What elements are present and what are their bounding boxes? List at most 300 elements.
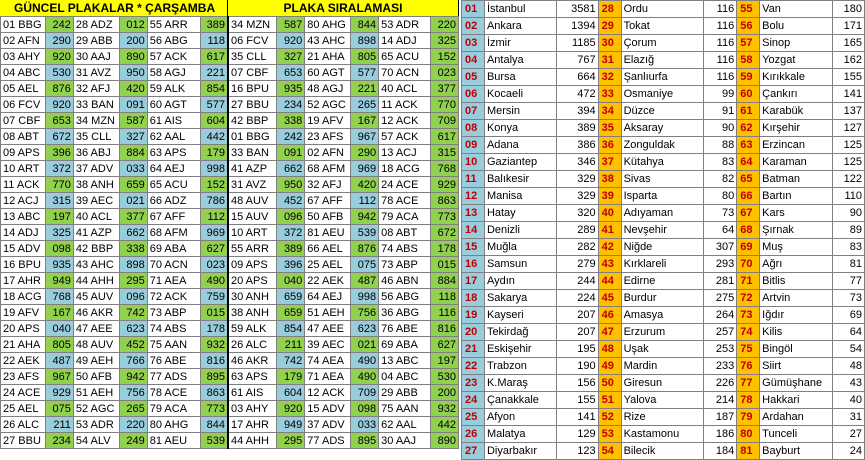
plate-row (1, 177, 459, 193)
city-name-cell: Kars (760, 205, 833, 222)
plate-code-cell: 04 ABC (379, 369, 431, 385)
city-name-cell: Karaman (760, 154, 833, 171)
city-count-cell: 73 (833, 290, 865, 307)
city-count-cell: 125 (833, 154, 865, 171)
city-code-cell: 26 (462, 426, 485, 443)
plate-number-cell: 033 (351, 417, 379, 433)
plate-number-cell: 040 (277, 273, 305, 289)
city-name-cell: Çorum (621, 35, 704, 52)
plate-number-cell: 876 (45, 81, 73, 97)
city-name-cell: Sivas (621, 171, 704, 188)
plate-code-cell: 60 AGT (147, 97, 200, 113)
city-count-cell: 141 (556, 409, 598, 426)
plate-code-cell: 13 ACJ (379, 145, 431, 161)
city-code-cell: 27 (462, 443, 485, 460)
plate-number-cell: 396 (45, 145, 73, 161)
plate-code-cell: 59 ALK (228, 321, 277, 337)
city-count-cell: 165 (833, 35, 865, 52)
city-row (462, 341, 865, 358)
plate-number-cell: 372 (277, 225, 305, 241)
city-count-cell: 253 (704, 341, 737, 358)
city-code-cell: 06 (462, 86, 485, 103)
city-count-cell: 281 (704, 273, 737, 290)
plate-code-cell: 74 ABS (379, 241, 431, 257)
city-name-cell: Ağrı (760, 256, 833, 273)
plate-row (1, 129, 459, 145)
plate-number-cell: 950 (277, 177, 305, 193)
plate-number-cell: 487 (45, 353, 73, 369)
plate-number-cell: 325 (431, 33, 459, 49)
city-code-cell: 15 (462, 239, 485, 256)
city-row (462, 137, 865, 154)
plate-number-cell: 530 (431, 369, 459, 385)
plate-row (1, 401, 459, 417)
plate-row (1, 433, 459, 449)
city-count-cell: 233 (704, 358, 737, 375)
plate-code-cell: 06 FCV (1, 97, 46, 113)
city-count-cell: 91 (704, 103, 737, 120)
plate-number-cell: 295 (119, 273, 147, 289)
plate-code-cell: 69 ABA (147, 241, 200, 257)
plate-number-cell: 627 (431, 337, 459, 353)
city-count-cell: 99 (704, 86, 737, 103)
city-code-cell: 42 (598, 239, 621, 256)
city-code-cell: 34 (598, 103, 621, 120)
city-name-cell: Bolu (760, 18, 833, 35)
plate-number-cell: 221 (351, 81, 379, 97)
city-name-cell: Ardahan (760, 409, 833, 426)
city-name-cell: Rize (621, 409, 704, 426)
plate-number-cell: 949 (45, 273, 73, 289)
city-name-cell: Osmaniye (621, 86, 704, 103)
plate-code-cell: 15 ADV (305, 401, 351, 417)
plate-number-cell: 075 (351, 257, 379, 273)
city-name-cell: Bursa (484, 69, 556, 86)
city-row (462, 324, 865, 341)
plate-number-cell: 152 (431, 49, 459, 65)
plate-number-cell: 773 (431, 209, 459, 225)
plate-code-cell: 52 AGC (73, 401, 119, 417)
city-count-cell: 767 (556, 52, 598, 69)
plate-code-cell: 71 AEA (147, 273, 200, 289)
city-code-cell: 52 (598, 409, 621, 426)
city-name-cell: Tunceli (760, 426, 833, 443)
city-code-cell: 36 (598, 137, 621, 154)
plate-number-cell: 442 (431, 417, 459, 433)
plate-code-cell: 31 AVZ (73, 65, 119, 81)
plate-code-cell: 13 ABC (379, 353, 431, 369)
plate-number-cell: 805 (45, 337, 73, 353)
city-name-cell: Zonguldak (621, 137, 704, 154)
city-name-cell: Nevşehir (621, 222, 704, 239)
plate-number-cell: 863 (431, 193, 459, 209)
plate-code-cell: 65 ACU (379, 49, 431, 65)
city-count-cell: 329 (556, 171, 598, 188)
city-code-cell: 33 (598, 86, 621, 103)
plate-number-cell: 234 (277, 97, 305, 113)
city-count-cell: 394 (556, 103, 598, 120)
city-name-cell: Siirt (760, 358, 833, 375)
city-row (462, 18, 865, 35)
plate-code-cell: 47 AEE (305, 321, 351, 337)
plate-code-cell: 32 AFJ (73, 81, 119, 97)
city-count-cell: 275 (704, 290, 737, 307)
city-count-cell: 48 (833, 358, 865, 375)
city-count-cell: 386 (556, 137, 598, 154)
city-count-cell: 77 (833, 273, 865, 290)
plate-number-cell: 773 (200, 401, 228, 417)
city-code-cell: 21 (462, 341, 485, 358)
plate-code-cell: 01 BBG (228, 129, 277, 145)
city-count-cell: 116 (704, 69, 737, 86)
plate-code-cell: 38 ANH (228, 305, 277, 321)
plate-number-cell: 530 (45, 65, 73, 81)
plate-number-cell: 653 (45, 113, 73, 129)
plate-code-cell: 31 AVZ (228, 177, 277, 193)
plate-code-cell: 08 ABT (1, 129, 46, 145)
city-name-cell: Denizli (484, 222, 556, 239)
plate-number-cell: 234 (45, 433, 73, 449)
city-row (462, 120, 865, 137)
city-count-cell: 83 (704, 154, 737, 171)
city-code-cell: 18 (462, 290, 485, 307)
plate-code-cell: 23 AFS (1, 369, 46, 385)
plate-number-cell: 167 (351, 113, 379, 129)
city-count-cell: 664 (556, 69, 598, 86)
plate-number-cell: 377 (431, 81, 459, 97)
city-code-cell: 67 (737, 205, 760, 222)
city-name-cell: İzmir (484, 35, 556, 52)
plate-code-cell: 61 AIS (147, 113, 200, 129)
plate-code-cell: 51 AEH (305, 305, 351, 321)
plate-number-cell: 935 (277, 81, 305, 97)
plate-code-cell: 16 BPU (228, 81, 277, 97)
city-name-cell: Tokat (621, 18, 704, 35)
plate-number-cell: 920 (45, 97, 73, 113)
plate-code-cell: 11 ACK (1, 177, 46, 193)
plate-number-cell: 709 (351, 385, 379, 401)
city-name-cell: Adıyaman (621, 205, 704, 222)
plate-number-cell: 265 (351, 97, 379, 113)
city-name-cell: Elazığ (621, 52, 704, 69)
plate-number-cell: 770 (45, 177, 73, 193)
city-row (462, 52, 865, 69)
plate-code-cell: 14 ADJ (379, 33, 431, 49)
plate-code-cell: 30 AAJ (73, 49, 119, 65)
city-row (462, 188, 865, 205)
plate-code-cell: 20 APS (228, 273, 277, 289)
plate-number-cell: 672 (431, 225, 459, 241)
plate-row (1, 49, 459, 65)
city-count-cell: 64 (704, 222, 737, 239)
plate-number-cell: 539 (351, 225, 379, 241)
plate-code-cell: 48 AUV (73, 337, 119, 353)
plate-code-cell: 29 ABB (379, 385, 431, 401)
plate-code-cell: 08 ABT (379, 225, 431, 241)
city-code-cell: 69 (737, 239, 760, 256)
plate-code-cell: 12 ACJ (1, 193, 46, 209)
plate-row (1, 209, 459, 225)
city-row (462, 154, 865, 171)
city-code-cell: 37 (598, 154, 621, 171)
city-name-cell: Trabzon (484, 358, 556, 375)
plate-row (1, 193, 459, 209)
plate-code-cell: 63 APS (147, 145, 200, 161)
city-name-cell: Amasya (621, 307, 704, 324)
plate-number-cell: 490 (351, 353, 379, 369)
city-code-cell: 19 (462, 307, 485, 324)
plate-number-cell: 604 (200, 113, 228, 129)
plate-number-cell: 372 (45, 161, 73, 177)
plate-code-cell: 53 ADR (379, 17, 431, 33)
plate-row (1, 305, 459, 321)
plate-code-cell: 42 BBP (73, 241, 119, 257)
plate-number-cell: 805 (351, 49, 379, 65)
plate-code-cell: 33 BAN (73, 97, 119, 113)
city-name-cell: Muğla (484, 239, 556, 256)
city-name-cell: Aksaray (621, 120, 704, 137)
plate-code-cell: 64 AEJ (305, 289, 351, 305)
city-name-cell: Şanlıurfa (621, 69, 704, 86)
plate-row (1, 385, 459, 401)
plate-number-cell: 659 (119, 177, 147, 193)
plate-code-cell: 66 AEL (305, 241, 351, 257)
city-code-cell: 53 (598, 426, 621, 443)
city-name-cell: Tekirdağ (484, 324, 556, 341)
city-name-cell: Hatay (484, 205, 556, 222)
plates-table (0, 16, 459, 449)
plate-code-cell: 77 ADS (147, 369, 200, 385)
city-name-cell: Afyon (484, 409, 556, 426)
city-name-cell: Bingöl (760, 341, 833, 358)
city-ranking-table (461, 0, 865, 460)
city-code-cell: 64 (737, 154, 760, 171)
city-name-cell: Muş (760, 239, 833, 256)
plate-code-cell: 79 ACA (147, 401, 200, 417)
plate-number-cell: 876 (351, 241, 379, 257)
plate-code-cell: 04 ABC (1, 65, 46, 81)
city-name-cell: Gümüşhane (760, 375, 833, 392)
plate-code-cell: 68 AFM (147, 225, 200, 241)
city-count-cell: 69 (833, 307, 865, 324)
plate-number-cell: 844 (351, 17, 379, 33)
plate-number-cell: 118 (200, 33, 228, 49)
plate-code-cell: 33 BAN (228, 145, 277, 161)
city-code-cell: 35 (598, 120, 621, 137)
plate-number-cell: 452 (277, 193, 305, 209)
plate-number-cell: 200 (119, 33, 147, 49)
plate-number-cell: 844 (200, 417, 228, 433)
plate-number-cell: 290 (45, 33, 73, 49)
city-name-cell: K.Maraş (484, 375, 556, 392)
city-count-cell: 155 (833, 69, 865, 86)
plate-code-cell: 21 AHA (1, 337, 46, 353)
city-row (462, 239, 865, 256)
plate-number-cell: 012 (119, 17, 147, 33)
city-code-cell: 10 (462, 154, 485, 171)
city-code-cell: 73 (737, 307, 760, 324)
city-count-cell: 3581 (556, 1, 598, 18)
plate-code-cell: 20 APS (1, 321, 46, 337)
plate-number-cell: 220 (119, 417, 147, 433)
plate-number-cell: 766 (119, 353, 147, 369)
plate-code-cell: 44 AHH (228, 433, 277, 449)
city-name-cell: Sakarya (484, 290, 556, 307)
plate-number-cell: 768 (431, 161, 459, 177)
plate-number-cell: 920 (277, 33, 305, 49)
plate-number-cell: 539 (200, 433, 228, 449)
plate-code-cell: 18 ACG (1, 289, 46, 305)
plate-number-cell: 969 (200, 225, 228, 241)
city-code-cell: 76 (737, 358, 760, 375)
plate-number-cell: 604 (277, 385, 305, 401)
plate-code-cell: 58 AGJ (147, 65, 200, 81)
plate-number-cell: 490 (351, 369, 379, 385)
plate-number-cell: 338 (277, 113, 305, 129)
plate-code-cell: 51 AEH (73, 385, 119, 401)
plate-row (1, 65, 459, 81)
city-code-cell: 13 (462, 205, 485, 222)
plate-code-cell: 18 ACG (379, 161, 431, 177)
city-count-cell: 389 (556, 120, 598, 137)
city-name-cell: Antalya (484, 52, 556, 69)
city-code-cell: 56 (737, 18, 760, 35)
plate-code-cell: 63 APS (228, 369, 277, 385)
plate-code-cell: 17 AHR (228, 417, 277, 433)
plate-row (1, 369, 459, 385)
city-code-cell: 30 (598, 35, 621, 52)
plate-code-cell: 76 ABE (147, 353, 200, 369)
city-name-cell: Kırşehir (760, 120, 833, 137)
plate-code-cell: 73 ABP (379, 257, 431, 273)
city-code-cell: 46 (598, 307, 621, 324)
city-name-cell: Ankara (484, 18, 556, 35)
plate-number-cell: 742 (119, 305, 147, 321)
city-count-cell: 171 (833, 18, 865, 35)
city-code-cell: 17 (462, 273, 485, 290)
plate-number-cell: 929 (45, 385, 73, 401)
plate-code-cell: 15 ADV (1, 241, 46, 257)
plate-code-cell: 67 AFF (147, 209, 200, 225)
plate-number-cell: 998 (200, 161, 228, 177)
plate-code-cell: 40 ACL (379, 81, 431, 97)
city-name-cell: Bitlis (760, 273, 833, 290)
plate-code-cell: 42 BBP (228, 113, 277, 129)
city-count-cell: 226 (704, 375, 737, 392)
plate-code-cell: 43 AHC (305, 33, 351, 49)
plate-number-cell: 112 (351, 193, 379, 209)
city-count-cell: 123 (556, 443, 598, 460)
city-name-cell: Kastamonu (621, 426, 704, 443)
plate-code-cell: 73 ABP (147, 305, 200, 321)
plate-number-cell: 895 (200, 369, 228, 385)
plate-number-cell: 786 (200, 193, 228, 209)
plate-code-cell: 16 BPU (1, 257, 46, 273)
city-count-cell: 24 (833, 443, 865, 460)
city-count-cell: 155 (556, 392, 598, 409)
plate-code-cell: 19 AFV (1, 305, 46, 321)
plate-number-cell: 770 (431, 97, 459, 113)
plate-code-cell: 37 ADV (305, 417, 351, 433)
city-name-cell: Bilecik (621, 443, 704, 460)
plate-row (1, 417, 459, 433)
city-ranking-panel (461, 0, 865, 457)
city-name-cell: Samsun (484, 256, 556, 273)
plate-code-cell: 02 AFN (305, 145, 351, 161)
city-count-cell: 282 (556, 239, 598, 256)
city-name-cell: Karabük (760, 103, 833, 120)
city-code-cell: 51 (598, 392, 621, 409)
plate-number-cell: 211 (277, 337, 305, 353)
plate-code-cell: 57 ACK (147, 49, 200, 65)
city-count-cell: 186 (704, 426, 737, 443)
city-name-cell: Eskişehir (484, 341, 556, 358)
plate-number-cell: 854 (277, 321, 305, 337)
plate-number-cell: 015 (200, 305, 228, 321)
city-name-cell: Batman (760, 171, 833, 188)
city-name-cell: Erzincan (760, 137, 833, 154)
plate-code-cell: 27 BBU (228, 97, 277, 113)
city-name-cell: Düzce (621, 103, 704, 120)
plate-number-cell: 890 (119, 49, 147, 65)
plate-code-cell: 19 AFV (305, 113, 351, 129)
plate-number-cell: 662 (277, 161, 305, 177)
city-count-cell: 156 (556, 375, 598, 392)
city-count-cell: 125 (833, 137, 865, 154)
city-row (462, 222, 865, 239)
city-code-cell: 04 (462, 52, 485, 69)
city-code-cell: 12 (462, 188, 485, 205)
plate-code-cell: 01 BBG (1, 17, 46, 33)
city-count-cell: 64 (833, 324, 865, 341)
city-code-cell: 60 (737, 86, 760, 103)
city-code-cell: 77 (737, 375, 760, 392)
city-name-cell: Bayburt (760, 443, 833, 460)
city-code-cell: 08 (462, 120, 485, 137)
city-count-cell: 90 (833, 205, 865, 222)
city-row (462, 290, 865, 307)
city-name-cell: Sinop (760, 35, 833, 52)
city-name-cell: Yalova (621, 392, 704, 409)
city-name-cell: Mersin (484, 103, 556, 120)
plate-code-cell: 32 AFJ (305, 177, 351, 193)
city-name-cell: Artvin (760, 290, 833, 307)
city-code-cell: 59 (737, 69, 760, 86)
plate-code-cell: 37 ADV (73, 161, 119, 177)
city-code-cell: 81 (737, 443, 760, 460)
city-name-cell: Kilis (760, 324, 833, 341)
plate-number-cell: 942 (119, 369, 147, 385)
plate-number-cell: 389 (277, 241, 305, 257)
city-code-cell: 16 (462, 256, 485, 273)
plate-number-cell: 898 (351, 33, 379, 49)
plate-code-cell: 46 AKR (228, 353, 277, 369)
city-name-cell: Uşak (621, 341, 704, 358)
plate-number-cell: 197 (431, 353, 459, 369)
city-count-cell: 162 (833, 52, 865, 69)
plate-code-cell: 72 ACK (147, 289, 200, 305)
city-name-cell: Ordu (621, 1, 704, 18)
plate-number-cell: 950 (119, 65, 147, 81)
plate-number-cell: 895 (351, 433, 379, 449)
plate-code-cell: 24 ACE (379, 177, 431, 193)
plate-number-cell: 949 (277, 417, 305, 433)
city-name-cell: Kocaeli (484, 86, 556, 103)
plate-number-cell: 756 (119, 385, 147, 401)
plate-row (1, 225, 459, 241)
city-count-cell: 27 (833, 426, 865, 443)
plate-code-cell: 22 AEK (305, 273, 351, 289)
